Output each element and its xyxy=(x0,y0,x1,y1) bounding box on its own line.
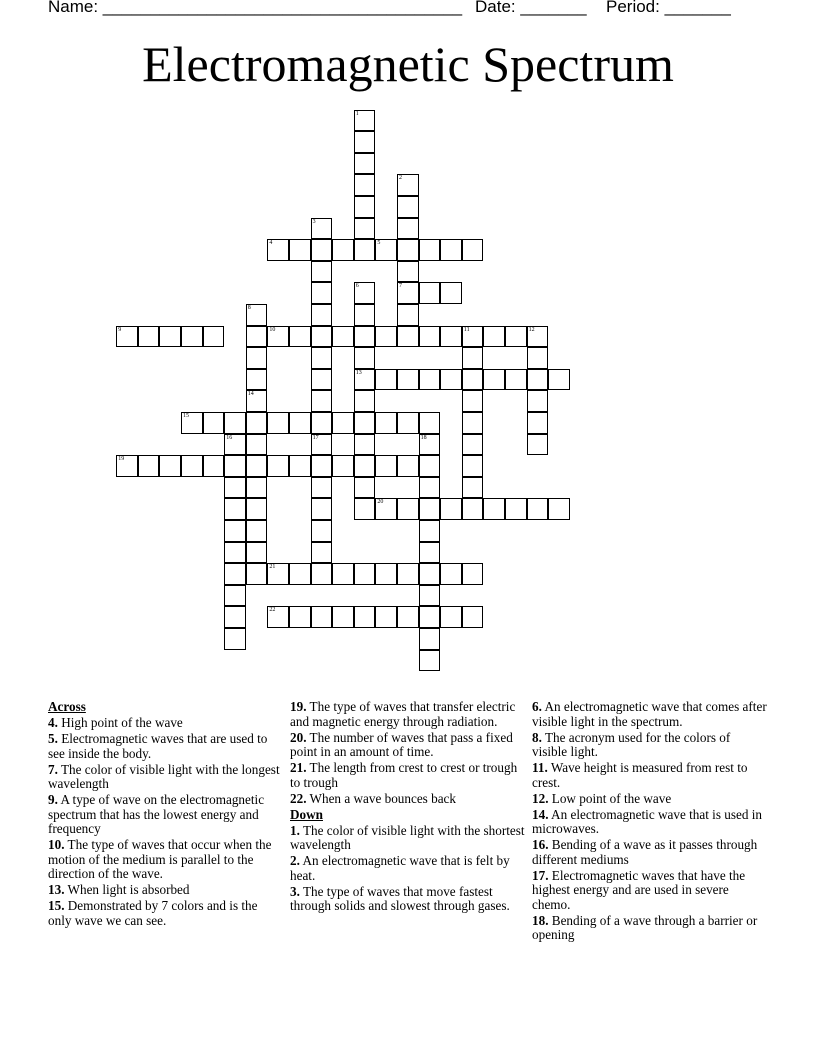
crossword-cell[interactable] xyxy=(462,412,484,434)
clue xyxy=(290,885,526,914)
crossword-cell[interactable] xyxy=(311,239,333,261)
clue-text: An electromagnetic wave that comes after visible light in the spectrum. xyxy=(532,699,767,729)
crossword-cell[interactable] xyxy=(224,606,246,628)
clue-number-label: 19. xyxy=(290,699,307,714)
crossword-cell[interactable] xyxy=(311,261,333,283)
crossword-cell[interactable] xyxy=(311,282,333,304)
crossword-cell[interactable] xyxy=(289,326,311,348)
crossword-cell[interactable] xyxy=(440,282,462,304)
crossword-cell[interactable] xyxy=(397,563,419,585)
crossword-cell[interactable] xyxy=(224,412,246,434)
crossword-cell[interactable] xyxy=(116,326,138,348)
clue xyxy=(290,824,526,853)
crossword-cell[interactable] xyxy=(462,326,484,348)
crossword-cell[interactable] xyxy=(397,498,419,520)
crossword-cell[interactable] xyxy=(224,498,246,520)
clue-number-label: 3. xyxy=(290,883,300,899)
crossword-cell[interactable] xyxy=(246,390,268,412)
clue-number-label: 5. xyxy=(48,731,58,746)
crossword-cell[interactable] xyxy=(246,304,268,326)
crossword-cell[interactable] xyxy=(181,412,203,434)
crossword-cell[interactable] xyxy=(267,455,289,477)
crossword-cell[interactable] xyxy=(440,326,462,348)
crossword-cell[interactable] xyxy=(354,412,376,434)
crossword-cell[interactable] xyxy=(246,477,268,499)
crossword-cell[interactable] xyxy=(462,434,484,456)
crossword-cell[interactable] xyxy=(397,174,419,196)
crossword-cell[interactable] xyxy=(397,455,419,477)
crossword-cell[interactable] xyxy=(375,412,397,434)
clue-number: 13 xyxy=(355,369,362,376)
clue xyxy=(532,761,768,790)
clue xyxy=(48,899,284,928)
crossword-cell[interactable] xyxy=(354,477,376,499)
crossword-cell[interactable] xyxy=(116,455,138,477)
crossword-cell[interactable] xyxy=(267,412,289,434)
crossword-cell[interactable] xyxy=(138,326,160,348)
clue-number: 18 xyxy=(420,434,427,441)
clue-text: Wave height is measured from rest to crest. xyxy=(532,760,748,790)
crossword-cell[interactable] xyxy=(332,412,354,434)
crossword-cell[interactable] xyxy=(505,369,527,391)
crossword-cell[interactable] xyxy=(375,498,397,520)
crossword-cell[interactable] xyxy=(246,498,268,520)
crossword-cell[interactable] xyxy=(354,239,376,261)
crossword-cell[interactable] xyxy=(289,563,311,585)
crossword-cell[interactable] xyxy=(224,628,246,650)
crossword-cell[interactable] xyxy=(419,477,441,499)
clue-text: Demonstrated by 7 colors and is the only wave we can see. xyxy=(48,898,258,928)
clue-number-label: 22. xyxy=(290,790,307,806)
crossword-cell[interactable] xyxy=(311,390,333,412)
crossword-cell[interactable] xyxy=(462,477,484,499)
clue-text: The type of waves that transfer electric and magnetic energy through radiation. xyxy=(290,699,516,729)
crossword-cell[interactable] xyxy=(440,563,462,585)
crossword-cell[interactable] xyxy=(419,434,441,456)
crossword-cell[interactable] xyxy=(138,455,160,477)
crossword-cell[interactable] xyxy=(440,498,462,520)
down-heading: Down xyxy=(290,806,323,822)
clue xyxy=(532,869,768,913)
crossword-cell[interactable] xyxy=(375,369,397,391)
crossword-cell[interactable] xyxy=(203,326,225,348)
crossword-cell[interactable] xyxy=(527,369,549,391)
clue xyxy=(532,700,768,729)
clue-text: Low point of the wave xyxy=(548,790,672,806)
crossword-cell[interactable] xyxy=(548,369,570,391)
crossword-cell[interactable] xyxy=(246,347,268,369)
crossword-cell[interactable] xyxy=(527,434,549,456)
crossword-cell[interactable] xyxy=(397,239,419,261)
clue-number-label: 6. xyxy=(532,699,542,714)
crossword-cell[interactable] xyxy=(462,347,484,369)
crossword-cell[interactable] xyxy=(246,369,268,391)
crossword-cell[interactable] xyxy=(224,434,246,456)
crossword-cell[interactable] xyxy=(289,412,311,434)
clue-text: An electromagnetic wave that is felt by heat. xyxy=(290,853,510,883)
crossword-cell[interactable] xyxy=(419,650,441,672)
clue-text: When light is absorbed xyxy=(64,882,190,897)
clue-number: 6 xyxy=(355,283,359,290)
clue xyxy=(532,914,768,943)
crossword-cell[interactable] xyxy=(462,498,484,520)
clue-number-label: 21. xyxy=(290,760,307,775)
clue-number-label: 16. xyxy=(532,837,549,852)
crossword-cell[interactable] xyxy=(354,390,376,412)
crossword-cell[interactable] xyxy=(375,606,397,628)
crossword-cell[interactable] xyxy=(289,455,311,477)
crossword-cell[interactable] xyxy=(397,218,419,240)
crossword-cell[interactable] xyxy=(354,174,376,196)
crossword-cell[interactable] xyxy=(332,239,354,261)
crossword-cell[interactable] xyxy=(419,563,441,585)
crossword-cell[interactable] xyxy=(397,606,419,628)
clue-text: The color of visible light with the longest wavelength xyxy=(48,761,280,791)
clue-text: When a wave bounces back xyxy=(306,790,457,806)
clue-text: The type of waves that move fastest through solids and slowest through gases. xyxy=(290,883,510,913)
crossword-cell[interactable] xyxy=(397,369,419,391)
crossword-cell[interactable] xyxy=(419,282,441,304)
crossword-cell[interactable] xyxy=(246,455,268,477)
clue-number: 20 xyxy=(377,499,384,506)
clue-number: 16 xyxy=(226,434,233,441)
crossword-cell[interactable] xyxy=(419,606,441,628)
clue-number-label: 10. xyxy=(48,837,65,852)
clue xyxy=(290,792,526,807)
crossword-cell[interactable] xyxy=(246,412,268,434)
clue-number-label: 8. xyxy=(532,729,542,745)
clue-number-label: 20. xyxy=(290,729,307,745)
crossword-cell[interactable] xyxy=(332,455,354,477)
crossword-cell[interactable] xyxy=(354,434,376,456)
crossword-cell[interactable] xyxy=(246,520,268,542)
clue-number-label: 15. xyxy=(48,898,65,913)
crossword-cell[interactable] xyxy=(224,520,246,542)
crossword-cell[interactable] xyxy=(311,498,333,520)
crossword-cell[interactable] xyxy=(419,412,441,434)
crossword-cell[interactable] xyxy=(440,369,462,391)
date-field[interactable]: Date: _______ xyxy=(475,0,587,16)
crossword-cell[interactable] xyxy=(332,563,354,585)
crossword-cell[interactable] xyxy=(332,326,354,348)
crossword-cell[interactable] xyxy=(375,326,397,348)
crossword-cell[interactable] xyxy=(527,390,549,412)
crossword-cell[interactable] xyxy=(332,606,354,628)
page-title: Electromagnetic Spectrum xyxy=(142,36,674,92)
clue-number: 17 xyxy=(312,434,319,441)
crossword-cell[interactable] xyxy=(527,347,549,369)
crossword-cell[interactable] xyxy=(419,498,441,520)
clue-number: 19 xyxy=(118,456,125,463)
clue-number-label: 12. xyxy=(532,790,549,806)
crossword-cell[interactable] xyxy=(354,110,376,132)
clue-text: An electromagnetic wave that is used in microwaves. xyxy=(532,806,762,836)
clue xyxy=(290,731,526,760)
clue-number: 11 xyxy=(463,326,470,333)
crossword-cell[interactable] xyxy=(159,455,181,477)
clue-number-label: 4. xyxy=(48,715,58,730)
crossword-cell[interactable] xyxy=(483,326,505,348)
clue-text: The color of visible light with the shortest wavelength xyxy=(290,822,525,852)
clue xyxy=(290,854,526,883)
crossword-cell[interactable] xyxy=(462,563,484,585)
crossword-cell[interactable] xyxy=(246,542,268,564)
clue-text: The number of waves that pass a fixed point in an amount of time. xyxy=(290,729,513,759)
clue-number: 4 xyxy=(269,240,273,247)
crossword-cell[interactable] xyxy=(548,498,570,520)
crossword-cell[interactable] xyxy=(354,369,376,391)
crossword-cell[interactable] xyxy=(462,369,484,391)
clue-text: Bending of a wave as it passes through different mediums xyxy=(532,837,758,867)
clue-number: 1 xyxy=(355,110,359,117)
crossword-cell[interactable] xyxy=(419,239,441,261)
clue-number: 3 xyxy=(312,218,316,225)
clue-number-label: 18. xyxy=(532,912,549,928)
crossword-cell[interactable] xyxy=(397,261,419,283)
crossword-cell[interactable] xyxy=(267,606,289,628)
crossword-cell[interactable] xyxy=(203,412,225,434)
crossword-cell[interactable] xyxy=(224,585,246,607)
clue xyxy=(48,763,284,792)
crossword-cell[interactable] xyxy=(181,326,203,348)
clue-number-label: 11. xyxy=(532,760,548,775)
crossword-cell[interactable] xyxy=(354,131,376,153)
crossword-cell[interactable] xyxy=(527,412,549,434)
clue xyxy=(290,700,526,729)
crossword-cell[interactable] xyxy=(203,455,225,477)
clue xyxy=(290,761,526,790)
crossword-cell[interactable] xyxy=(462,606,484,628)
clue-number-label: 14. xyxy=(532,806,549,822)
crossword-cell[interactable] xyxy=(440,606,462,628)
crossword-cell[interactable] xyxy=(311,477,333,499)
clue-number-label: 2. xyxy=(290,853,300,868)
clue-number: 21 xyxy=(269,564,276,571)
crossword-cell[interactable] xyxy=(527,326,549,348)
crossword-cell[interactable] xyxy=(246,434,268,456)
crossword-cell[interactable] xyxy=(354,196,376,218)
clue-text: Electromagnetic waves that have the highest energy and are used in severe chemo. xyxy=(532,867,746,912)
clue-number: 12 xyxy=(528,326,535,333)
name-field[interactable]: Name: ______________________________________ xyxy=(48,0,463,16)
crossword-cell[interactable] xyxy=(311,304,333,326)
crossword-cell[interactable] xyxy=(311,369,333,391)
clue-number-label: 17. xyxy=(532,867,549,883)
crossword-cell[interactable] xyxy=(224,542,246,564)
clue-text: The length from crest to crest or trough to trough xyxy=(290,760,518,790)
crossword-cell[interactable] xyxy=(505,326,527,348)
clue-text: The acronym used for the colors of visible light. xyxy=(532,729,731,759)
crossword-cell[interactable] xyxy=(419,369,441,391)
clue-number: 22 xyxy=(269,607,276,614)
crossword-cell[interactable] xyxy=(224,477,246,499)
crossword-cell[interactable] xyxy=(354,347,376,369)
crossword-cell[interactable] xyxy=(267,563,289,585)
crossword-cell[interactable] xyxy=(224,455,246,477)
clues-column-2 xyxy=(290,700,526,915)
clue xyxy=(48,883,284,898)
crossword-cell[interactable] xyxy=(354,304,376,326)
crossword-cell[interactable] xyxy=(462,390,484,412)
crossword-cell[interactable] xyxy=(375,563,397,585)
crossword-cell[interactable] xyxy=(462,239,484,261)
clue xyxy=(532,792,768,807)
crossword-cell[interactable] xyxy=(311,606,333,628)
clue-text: A type of wave on the electromagnetic spectrum that has the lowest energy and frequency xyxy=(48,792,265,836)
crossword-cell[interactable] xyxy=(483,369,505,391)
crossword-cell[interactable] xyxy=(181,455,203,477)
crossword-cell[interactable] xyxy=(397,326,419,348)
crossword-cell[interactable] xyxy=(397,304,419,326)
clues-column-1 xyxy=(48,700,284,930)
crossword-cell[interactable] xyxy=(419,585,441,607)
crossword-cell[interactable] xyxy=(440,239,462,261)
crossword-cell[interactable] xyxy=(354,498,376,520)
crossword-cell[interactable] xyxy=(375,239,397,261)
crossword-cell[interactable] xyxy=(527,498,549,520)
clue-number-label: 13. xyxy=(48,882,65,897)
clue xyxy=(48,793,284,837)
crossword-cell[interactable] xyxy=(246,326,268,348)
crossword-cell[interactable] xyxy=(311,218,333,240)
crossword-cell[interactable] xyxy=(397,282,419,304)
crossword-cell[interactable] xyxy=(354,326,376,348)
crossword-cell[interactable] xyxy=(289,239,311,261)
crossword-cell[interactable] xyxy=(267,326,289,348)
crossword-cell[interactable] xyxy=(311,455,333,477)
across-heading: Across xyxy=(48,699,86,714)
crossword-cell[interactable] xyxy=(354,282,376,304)
crossword-cell[interactable] xyxy=(311,434,333,456)
crossword-cell[interactable] xyxy=(419,455,441,477)
clue-number: 9 xyxy=(118,326,122,333)
clue-number: 14 xyxy=(247,391,254,398)
crossword-cell[interactable] xyxy=(375,455,397,477)
crossword-cell[interactable] xyxy=(311,412,333,434)
clue-number: 7 xyxy=(399,283,402,290)
crossword-cell[interactable] xyxy=(246,563,268,585)
clue xyxy=(48,716,284,731)
crossword-cell[interactable] xyxy=(354,153,376,175)
clue-number: 10 xyxy=(269,326,276,333)
clue xyxy=(532,731,768,760)
clue-number: 5 xyxy=(377,240,381,247)
crossword-cell[interactable] xyxy=(311,326,333,348)
clue xyxy=(48,838,284,882)
crossword-cell[interactable] xyxy=(224,563,246,585)
clue-number: 8 xyxy=(247,305,251,311)
clue-text: The type of waves that occur when the motion of the medium is parallel to the direction of the wave. xyxy=(48,837,272,881)
crossword-cell[interactable] xyxy=(354,455,376,477)
crossword-cell[interactable] xyxy=(354,606,376,628)
clue xyxy=(532,808,768,837)
crossword-cell[interactable] xyxy=(483,498,505,520)
crossword-cell[interactable] xyxy=(462,455,484,477)
crossword-cell[interactable] xyxy=(419,628,441,650)
crossword-cell[interactable] xyxy=(311,520,333,542)
clue-number-label: 9. xyxy=(48,792,58,807)
clue xyxy=(48,732,284,761)
crossword-cell[interactable] xyxy=(505,498,527,520)
clue-number-label: 7. xyxy=(48,761,58,777)
clue xyxy=(532,838,768,867)
crossword-cell[interactable] xyxy=(159,326,181,348)
crossword-cell[interactable] xyxy=(419,542,441,564)
crossword-cell[interactable] xyxy=(419,326,441,348)
crossword-cell[interactable] xyxy=(311,563,333,585)
crossword-cell[interactable] xyxy=(354,218,376,240)
clue-number: 2 xyxy=(399,175,402,182)
crossword-cell[interactable] xyxy=(419,520,441,542)
clue-text: Bending of a wave through a barrier or opening xyxy=(532,912,758,942)
crossword-cell[interactable] xyxy=(397,196,419,218)
period-field[interactable]: Period: _______ xyxy=(606,0,731,16)
crossword-cell[interactable] xyxy=(311,347,333,369)
clue-text: High point of the wave xyxy=(57,715,183,730)
crossword-cell[interactable] xyxy=(354,563,376,585)
crossword-cell[interactable] xyxy=(311,542,333,564)
crossword-cell[interactable] xyxy=(289,606,311,628)
clues-column-3 xyxy=(532,700,768,944)
crossword-cell[interactable] xyxy=(397,412,419,434)
clue-number-label: 1. xyxy=(290,822,300,838)
crossword-cell[interactable] xyxy=(267,239,289,261)
clue-number: 15 xyxy=(183,413,189,419)
clue-text: Electromagnetic waves that are used to see inside the body. xyxy=(48,731,268,761)
